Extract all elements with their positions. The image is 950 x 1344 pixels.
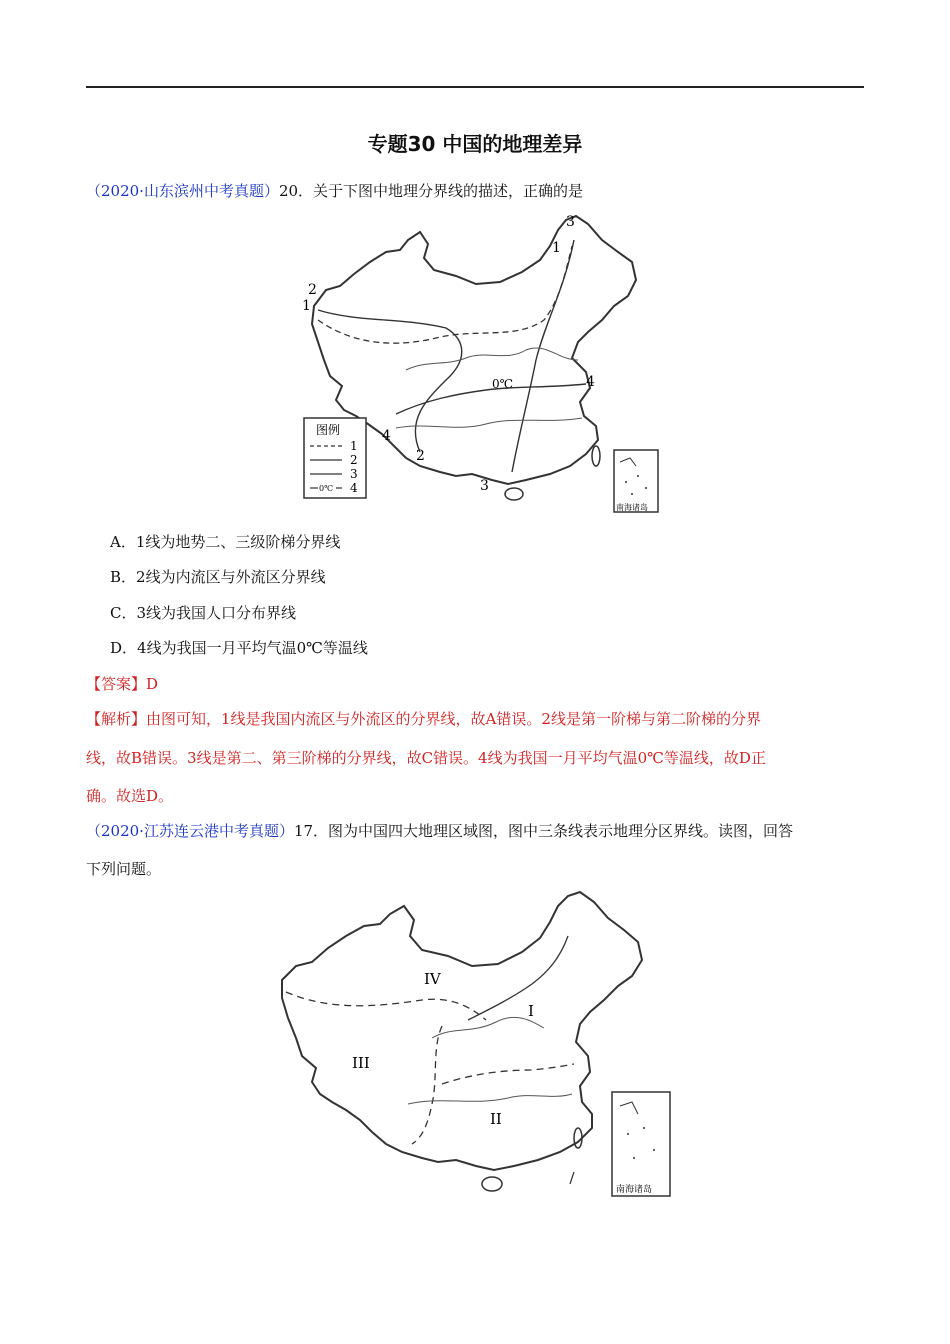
- question-stem-line-1: 17．图为中国四大地理区域图，图中三条线表示地理分区界线。读图，回答: [293, 822, 794, 840]
- south-china-sea-inset: [612, 1092, 670, 1196]
- legend-item-3: 3: [350, 467, 358, 481]
- boundary-line-4: [396, 384, 586, 414]
- question-source: （2020·山东滨州中考真题）: [86, 182, 279, 200]
- region-label-ii: II: [490, 1110, 502, 1128]
- china-boundary-lines-map: [296, 210, 662, 516]
- option-c: C．3线为我国人口分布界线: [110, 604, 297, 622]
- region-label-i: I: [528, 1002, 534, 1020]
- analysis-line-1: [86, 709, 866, 729]
- line-label-1-west: 1: [302, 298, 311, 314]
- line-label-4-east: 4: [586, 374, 595, 390]
- region-label-iii: III: [352, 1054, 370, 1072]
- legend-item-2: 2: [350, 453, 358, 467]
- line-label-4-west: 4: [382, 428, 391, 444]
- line-label-3-north: 3: [566, 214, 575, 230]
- china-outline: [282, 892, 642, 1170]
- question-stem: 20．关于下图中地理分界线的描述，正确的是: [278, 182, 584, 200]
- boundary-line-3: [512, 240, 574, 472]
- analysis-line-2: 线，故B错误。3线是第二、第三阶梯的分界线，故C错误。4线为我国一月平均气温0℃等温线，故D正: [86, 749, 766, 767]
- header-rule: [86, 86, 864, 88]
- region-label-iv: IV: [424, 970, 441, 988]
- china-four-regions-map: [272, 888, 676, 1204]
- taiwan-island: [592, 446, 600, 466]
- answer-label: 【答案】: [86, 675, 147, 693]
- region-boundary-tibet: [412, 1026, 442, 1144]
- inset-label: 南海诸岛: [616, 503, 648, 512]
- yellow-river: [406, 348, 578, 370]
- analysis-line-3: 确。故选D。: [86, 787, 174, 805]
- map-legend: [304, 418, 366, 498]
- question-17: [86, 821, 866, 841]
- zero-degree-label: 0℃: [492, 377, 514, 391]
- yangtze-river: [396, 418, 582, 428]
- line-label-2-west: 2: [308, 282, 317, 298]
- analysis-label: 【解析】: [86, 710, 147, 728]
- legend-item-4: 4: [350, 481, 358, 495]
- region-boundary-north: [468, 936, 568, 1020]
- question-source: （2020·江苏连云港中考真题）: [86, 822, 294, 840]
- page-title: 专题30 中国的地理差异: [367, 132, 583, 156]
- answer-line: [86, 674, 866, 694]
- boundary-line-1: [318, 246, 572, 343]
- inset-label: 南海诸岛: [616, 1185, 653, 1195]
- analysis-text-1: 由图可知，1线是我国内流区与外流区的分界线，故A错误。2线是第一阶梯与第二阶梯的分界: [146, 710, 761, 728]
- option-a: A．1线为地势二、三级阶梯分界线: [110, 533, 341, 551]
- legend-zero-label: 0℃: [319, 484, 334, 493]
- line-label-1-north: 1: [552, 240, 561, 256]
- region-boundary-qinling: [442, 1064, 574, 1084]
- south-china-sea-inset: [614, 450, 658, 512]
- answer-value: D: [146, 675, 159, 693]
- legend-title: 图例: [316, 423, 341, 437]
- yellow-river: [432, 1017, 544, 1038]
- question-20: [86, 181, 866, 201]
- line-label-3-south: 3: [480, 478, 489, 494]
- legend-item-1: 1: [350, 439, 358, 453]
- hainan-island: [505, 488, 523, 500]
- hainan-island: [482, 1177, 502, 1191]
- option-b: B．2线为内流区与外流区分界线: [110, 568, 326, 586]
- option-d: D．4线为我国一月平均气温0℃等温线: [110, 639, 368, 657]
- region-boundary-northwest: [286, 992, 486, 1020]
- question-stem-line-2: 下列问题。: [86, 860, 162, 878]
- line-label-2-south: 2: [416, 448, 425, 464]
